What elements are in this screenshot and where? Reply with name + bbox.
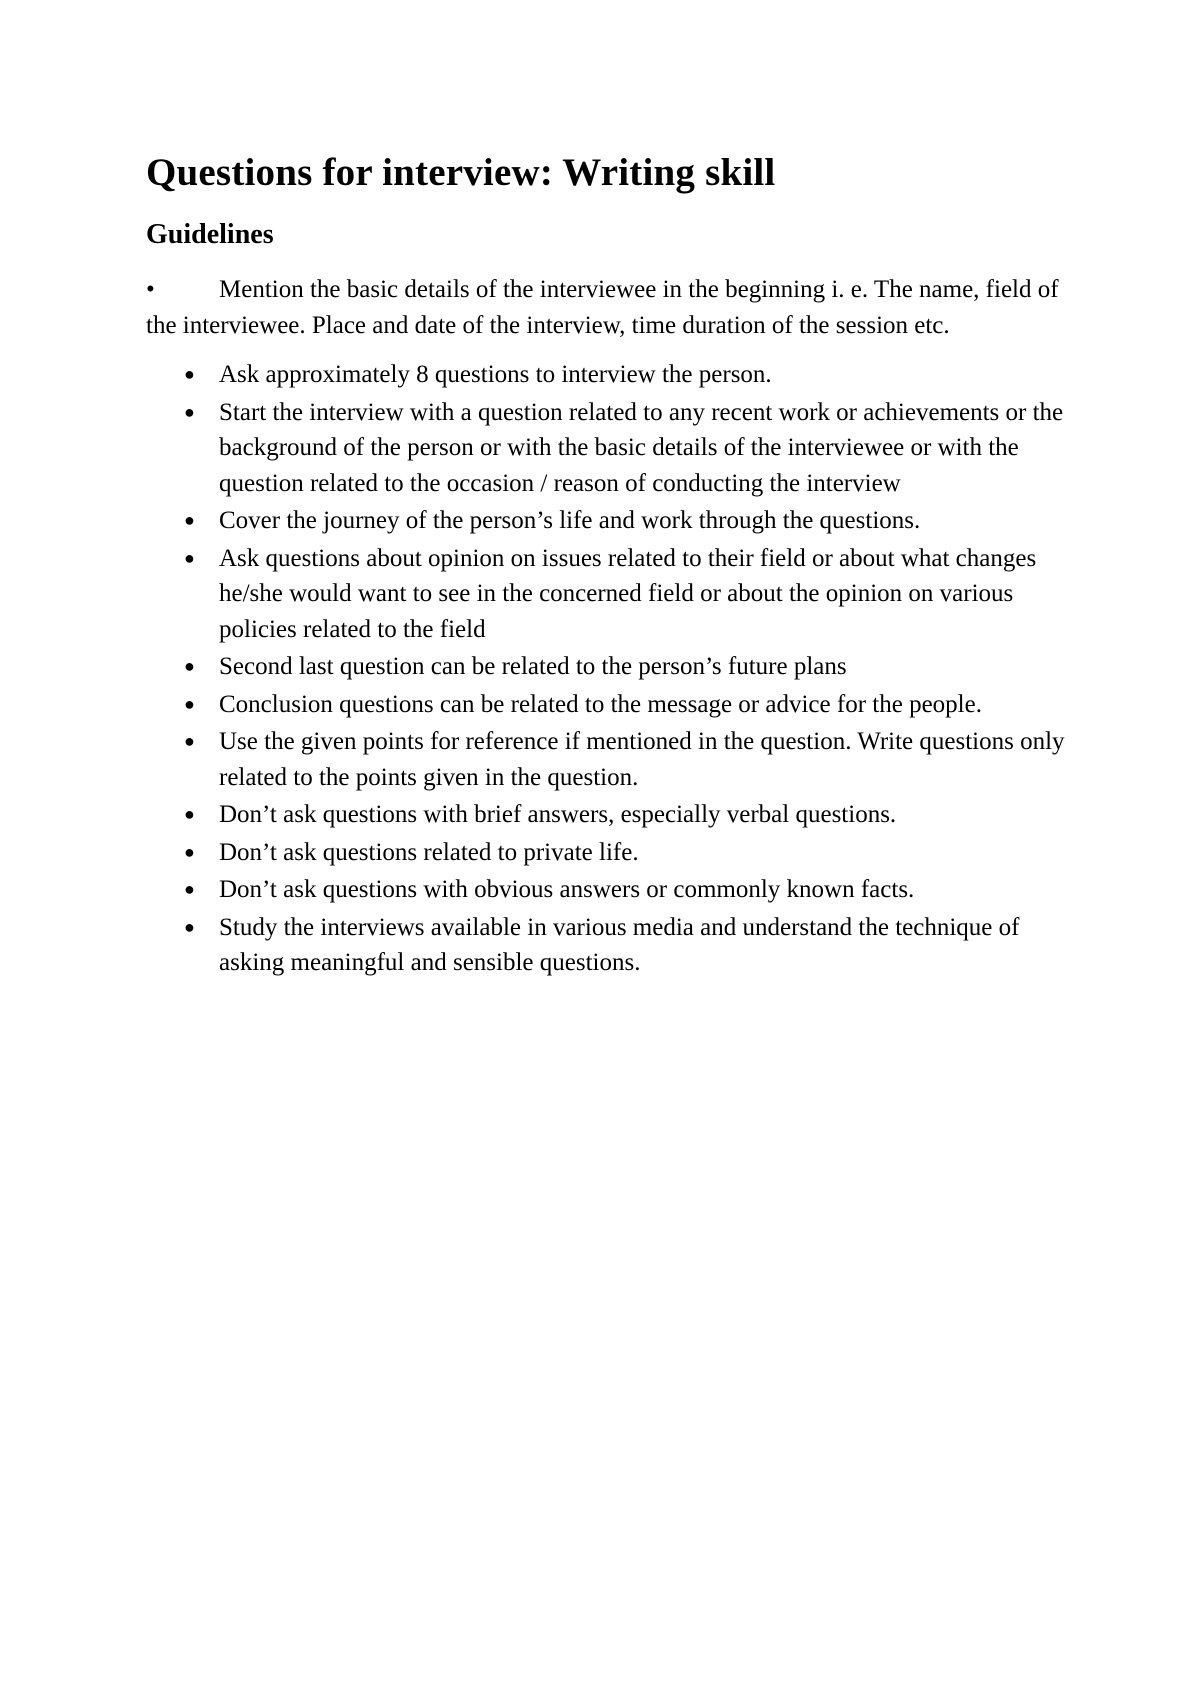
list-item-text: Conclusion questions can be related to the message or advice for the people. bbox=[219, 690, 982, 718]
bullet-icon: ● bbox=[184, 364, 195, 384]
bullet-icon: ● bbox=[184, 547, 195, 568]
list-item bbox=[146, 835, 1066, 871]
list-item bbox=[146, 357, 1066, 393]
bullet-icon: ● bbox=[184, 841, 195, 862]
list-item bbox=[146, 797, 1066, 833]
list-item-text: Start the interview with a question related to any recent work or achievements or the background of the person or with the basic details of the interviewee or with the question related to the occasion / reason of conducting the interview bbox=[219, 398, 1064, 497]
bullet-icon: ● bbox=[184, 804, 195, 824]
bullet-icon: ● bbox=[184, 401, 195, 422]
intro-text: Mention the basic details of the interviewee in the beginning i. e. The name, field of the interviewee. Place and date of the interview, time duration of the session etc. bbox=[146, 276, 1059, 339]
list-item bbox=[146, 872, 1066, 908]
list-item-text: Study the interviews available in various media and understand the technique of asking meaningful and sensible questions. bbox=[219, 913, 1020, 976]
list-item-text: Ask approximately 8 questions to interview the person. bbox=[219, 361, 772, 388]
list-item-text: Don’t ask questions with obvious answers or commonly known facts. bbox=[219, 876, 915, 903]
list-item-text: Cover the journey of the person’s life and work through the questions. bbox=[219, 507, 921, 534]
list-item-text: Don’t ask questions related to private life. bbox=[219, 838, 639, 866]
list-item bbox=[146, 395, 1066, 502]
guideline-list bbox=[146, 357, 1066, 981]
guidelines-heading: Guidelines bbox=[146, 219, 274, 250]
list-item bbox=[146, 649, 1066, 685]
list-item bbox=[146, 910, 1066, 981]
bullet-icon: ● bbox=[184, 731, 195, 751]
list-item-text: Don’t ask questions with brief answers, especially verbal questions. bbox=[219, 801, 897, 828]
document-title: Questions for interview: Writing skill bbox=[146, 151, 776, 194]
bullet-icon: ● bbox=[184, 656, 195, 676]
intro-bullet: • bbox=[146, 276, 155, 303]
list-item-text: Second last question can be related to the person’s future plans bbox=[219, 653, 847, 680]
list-item bbox=[146, 541, 1066, 648]
list-item bbox=[146, 687, 1066, 723]
intro-paragraph bbox=[146, 272, 1066, 343]
bullet-icon: ● bbox=[184, 916, 195, 937]
bullet-icon: ● bbox=[184, 879, 195, 899]
list-item bbox=[146, 724, 1066, 795]
bullet-icon: ● bbox=[184, 510, 195, 530]
bullet-icon: ● bbox=[184, 693, 195, 714]
list-item bbox=[146, 503, 1066, 539]
document-content bbox=[146, 146, 1066, 983]
list-item-text: Use the given points for reference if mentioned in the question. Write questions only related to the points given in the question. bbox=[219, 728, 1065, 791]
list-item-text: Ask questions about opinion on issues related to their field or about what changes he/she would want to see in the concerned field or about the opinion on various policies related to the field bbox=[219, 544, 1037, 643]
